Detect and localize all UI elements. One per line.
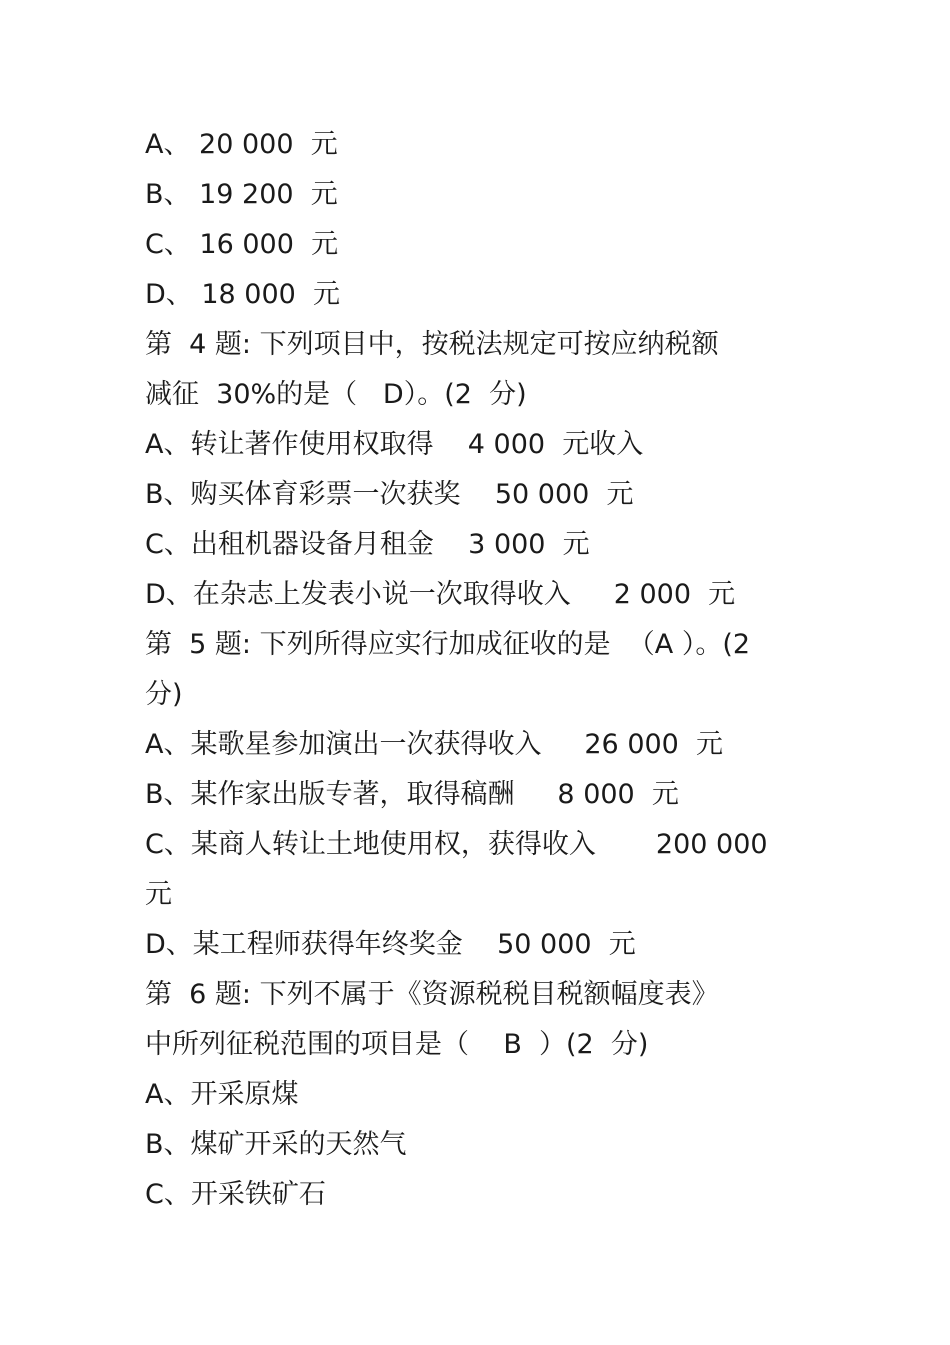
option-c-q4: C、出租机器设备月租金 3 000 元 xyxy=(145,529,590,560)
option-b-q4: B、购买体育彩票一次获奖 50 000 元 xyxy=(145,479,634,510)
option-d-q5: D、某工程师获得年终奖金 50 000 元 xyxy=(145,929,636,960)
option-c-q3: C、 16 000 元 xyxy=(145,229,339,260)
question-5-line-2: 分) xyxy=(145,679,183,710)
question-6-line-1: 第 6 题: 下列不属于《资源税税目税额幅度表》 xyxy=(145,979,719,1010)
question-4-line-1: 第 4 题: 下列项目中，按税法规定可按应纳税额 xyxy=(145,329,719,360)
option-c-q5-line-1: C、某商人转让土地使用权，获得收入 200 000 xyxy=(145,829,768,860)
option-b-q6: B、煤矿开采的天然气 xyxy=(145,1129,407,1160)
option-a-q6: A、开采原煤 xyxy=(145,1079,299,1110)
option-c-q5-line-2: 元 xyxy=(145,879,172,910)
option-a-q3: A、 20 000 元 xyxy=(145,129,338,160)
question-5-line-1: 第 5 题: 下列所得应实行加成征收的是 （A ）。(2 xyxy=(145,629,751,660)
option-b-q3: B、 19 200 元 xyxy=(145,179,338,210)
option-d-q4: D、在杂志上发表小说一次取得收入 2 000 元 xyxy=(145,579,736,610)
option-c-q6: C、开采铁矿石 xyxy=(145,1179,326,1210)
option-a-q4: A、转让著作使用权取得 4 000 元收入 xyxy=(145,429,644,460)
option-d-q3: D、 18 000 元 xyxy=(145,279,341,310)
question-6-line-2: 中所列征税范围的项目是（ B ）(2 分) xyxy=(145,1029,649,1060)
option-a-q5: A、某歌星参加演出一次获得收入 26 000 元 xyxy=(145,729,724,760)
question-4-line-2: 减征 30%的是（ D）。(2 分) xyxy=(145,379,527,410)
document-page xyxy=(145,120,815,1220)
option-b-q5: B、某作家出版专著，取得稿酬 8 000 元 xyxy=(145,779,679,810)
